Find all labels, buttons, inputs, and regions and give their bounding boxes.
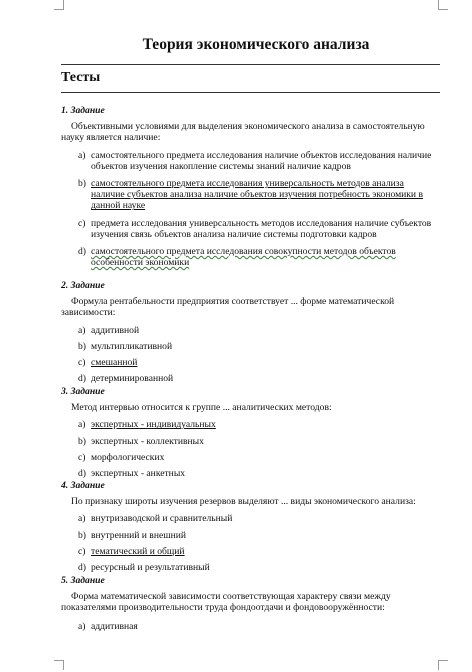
- answer-option[interactable]: [61, 452, 433, 463]
- section-divider: [61, 92, 440, 93]
- option-text: экспертных - анкетных: [91, 468, 186, 480]
- option-letter: d): [78, 246, 86, 258]
- page-corner-mark: [438, 0, 448, 10]
- question-1: [61, 105, 433, 268]
- option-letter: c): [78, 217, 86, 229]
- answer-option[interactable]: [61, 178, 433, 212]
- question-5: [61, 575, 433, 632]
- option-text: экспертных - коллективных: [91, 435, 204, 447]
- question-heading: 3. Задание: [61, 386, 105, 397]
- option-text: самостоятельного предмета исследования наличие объектов исследования наличие объектов изучения накопление системы знаний наличие кадров: [91, 149, 432, 172]
- option-letter: d): [78, 373, 86, 385]
- answer-option[interactable]: [61, 373, 433, 384]
- option-text: смешанной: [91, 357, 138, 369]
- answer-option[interactable]: [61, 468, 433, 479]
- document-title: Теория экономического анализа: [142, 36, 370, 53]
- question-heading: 4. Задание: [61, 480, 105, 491]
- option-letter: c): [78, 545, 86, 557]
- option-letter: a): [78, 149, 86, 161]
- option-text: экспертных - индивидуальных: [91, 419, 216, 431]
- option-letter: b): [78, 340, 86, 352]
- option-text: мультипликативной: [91, 340, 173, 352]
- page-corner-mark: [54, 0, 64, 10]
- option-text: детерминированной: [91, 373, 174, 385]
- title-divider: [61, 64, 440, 65]
- answer-option[interactable]: [61, 341, 433, 352]
- option-letter: b): [78, 178, 86, 190]
- page-corner-mark: [438, 660, 448, 670]
- question-heading: 5. Задание: [61, 575, 105, 586]
- option-text: аддитивная: [91, 620, 138, 632]
- answer-option[interactable]: [61, 419, 433, 430]
- page-corner-mark: [54, 660, 64, 670]
- answer-option[interactable]: [61, 621, 433, 632]
- answer-option[interactable]: [61, 325, 433, 336]
- option-letter: c): [78, 357, 86, 369]
- answer-option[interactable]: [61, 546, 433, 557]
- option-letter: a): [78, 324, 86, 336]
- question-text: Метод интервью относится к группе ... аналитических методов:: [71, 402, 332, 414]
- answer-option[interactable]: [61, 246, 433, 268]
- option-text: предмета исследования универсальность методов исследования наличие субъектов изучения связь объектов анализа наличие системы подготовки кадров: [91, 217, 432, 240]
- answer-option[interactable]: [61, 530, 433, 541]
- option-letter: a): [78, 513, 86, 525]
- question-heading: 2. Задание: [61, 280, 105, 291]
- answer-option[interactable]: [61, 562, 433, 573]
- answer-option[interactable]: [61, 150, 433, 172]
- section-heading: Тесты: [61, 70, 101, 85]
- option-text: аддитивной: [91, 324, 140, 336]
- option-text: морфологических: [91, 451, 165, 463]
- option-letter: b): [78, 435, 86, 447]
- question-text: Формула рентабельности предприятия соответствует ... форме математической зависимости:: [61, 296, 395, 319]
- question-2: [61, 280, 433, 384]
- option-text: тематический и общий: [91, 545, 185, 557]
- option-text: внутренний и внешний: [91, 529, 187, 541]
- option-letter: c): [78, 451, 86, 463]
- option-text: самостоятельного предмета исследования совокупности методов объектов особенности экономики: [91, 246, 396, 269]
- question-heading: 1. Задание: [61, 105, 105, 116]
- question-text: Объективными условиями для выделения экономического анализа в самостоятельную науку является наличие:: [61, 121, 425, 144]
- option-letter: d): [78, 562, 86, 574]
- option-text: внутризаводской и сравнительный: [91, 513, 233, 525]
- option-letter: d): [78, 468, 86, 480]
- option-text: самостоятельного предмета исследования универсальность методов анализа наличие субъектов анализа наличие объектов изучения потребность экономики в данной науке: [91, 178, 423, 212]
- answer-option[interactable]: [61, 357, 433, 368]
- answer-option[interactable]: [61, 513, 433, 524]
- answer-option[interactable]: [61, 436, 433, 447]
- question-text: По признаку широты изучения резервов выделяют ... виды экономического анализа:: [71, 496, 416, 508]
- answer-option[interactable]: [61, 218, 433, 240]
- question-3: [61, 386, 433, 479]
- option-letter: a): [78, 620, 86, 632]
- option-letter: a): [78, 419, 86, 431]
- option-text: ресурсный и результативный: [91, 562, 210, 574]
- question-text: Форма математической зависимости соответствующая характеру связи между показателями производительности труда фондоотдачи и фондовооружённости:: [61, 591, 391, 614]
- question-4: [61, 480, 433, 573]
- option-letter: b): [78, 529, 86, 541]
